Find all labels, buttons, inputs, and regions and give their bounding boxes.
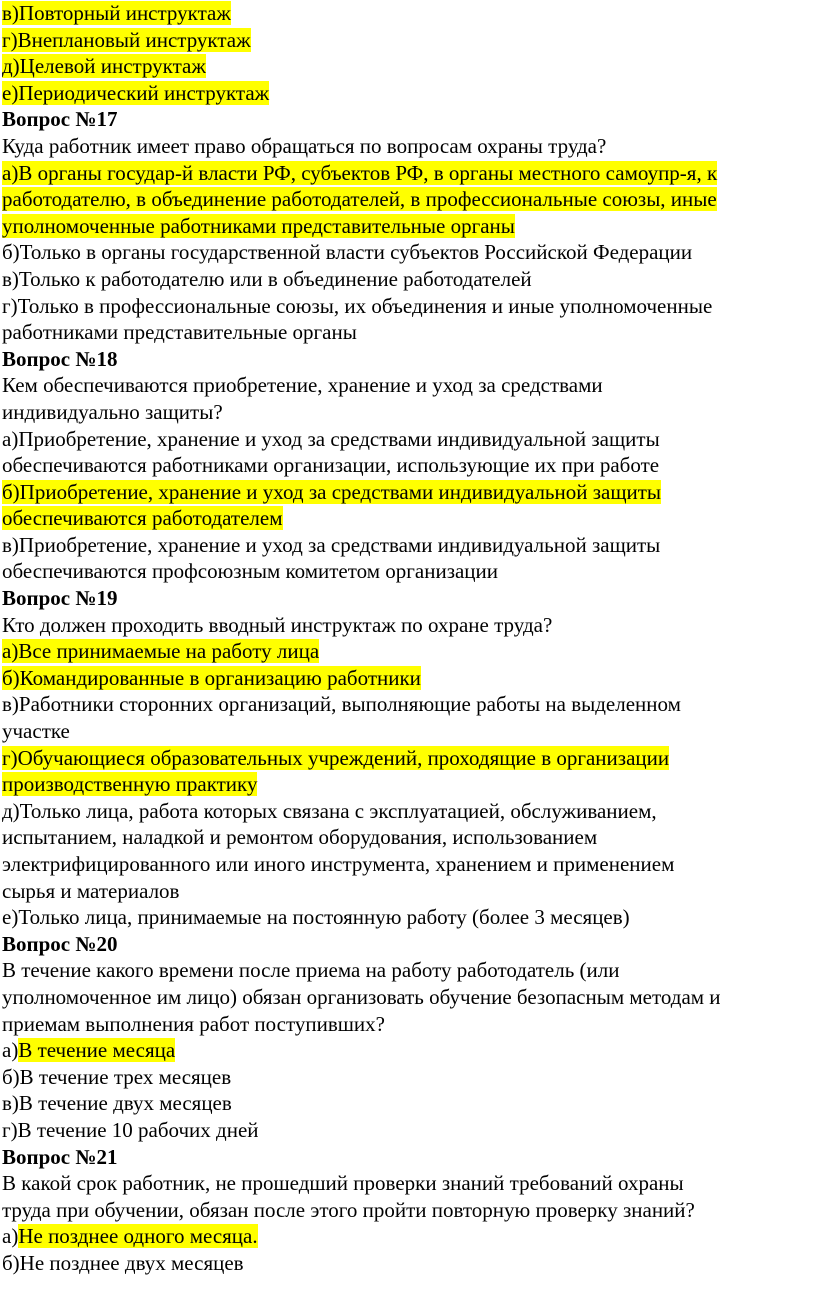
option-line (2, 186, 812, 213)
option-text: г)Внеплановый инструктаж (2, 27, 251, 52)
option-line (2, 293, 812, 320)
question-block (2, 1144, 812, 1277)
option-text: испытанием, наладкой и ремонтом оборудования, использованием (2, 825, 598, 850)
question-text: приемам выполнения работ поступивших? (2, 1011, 385, 1036)
option-text-highlighted: б)Приобретение, хранение и уход за средствами индивидуальной защиты (2, 479, 662, 504)
option-text: б)Только в органы государственной власти субъектов Российской Федерации (2, 240, 693, 265)
option-line (2, 745, 812, 772)
option-text-highlighted: обеспечиваются работодателем (2, 506, 283, 531)
option-text: в)Работники сторонних организаций, выполняющие работы на выделенном (2, 692, 681, 717)
answer-option (2, 160, 812, 240)
question-block (2, 106, 812, 345)
option-text: обеспечиваются работниками организации, использующие их при работе (2, 453, 660, 478)
option-line (2, 0, 812, 27)
option-line (2, 824, 812, 851)
questions-list (2, 106, 812, 1276)
option-line (2, 426, 812, 453)
option-text: работниками представительные органы (2, 320, 357, 345)
option-line (2, 27, 812, 54)
option-text-highlighted: работодателю, в объединение работодателей, в профессиональные союзы, иные (2, 187, 717, 212)
option-line (2, 1250, 812, 1277)
answer-option (2, 532, 812, 585)
option-text: г)Только в профессиональные союзы, их объединения и иные уполномоченные (2, 293, 713, 318)
option-text: обеспечиваются профсоюзным комитетом организации (2, 559, 499, 584)
question-text: В течение какого времени после приема на работу работодатель (или (2, 958, 620, 983)
option-text: участке (2, 719, 70, 744)
option-line (2, 1117, 812, 1144)
option-text: в)Приобретение, хранение и уход за средствами индивидуальной защиты (2, 532, 661, 557)
option-line (2, 505, 812, 532)
intro-options (2, 0, 812, 106)
option-line (2, 851, 812, 878)
option-text-highlighted: В течение месяца (18, 1038, 176, 1063)
answer-option (2, 1064, 812, 1091)
answer-option (2, 1037, 812, 1064)
question-text: В какой срок работник, не прошедший проверки знаний требований охраны (2, 1171, 684, 1196)
option-line (2, 798, 812, 825)
option-text-highlighted: Не позднее одного месяца. (18, 1224, 258, 1249)
answer-option (2, 293, 812, 346)
question-text: уполномоченное им лицо) обязан организовать обучение безопасным методам и (2, 984, 721, 1009)
option-text: е)Только лица, принимаемые на постоянную работу (более 3 месяцев) (2, 905, 630, 930)
option-text: б)Не позднее двух месяцев (2, 1250, 244, 1275)
option-text: в)Повторный инструктаж (2, 1, 231, 25)
option-line (2, 638, 812, 665)
option-text-highlighted: производственную практику (2, 772, 258, 797)
answer-option (2, 426, 812, 479)
answer-option (2, 479, 812, 532)
option-line (2, 479, 812, 506)
option-line (2, 80, 812, 107)
option-line (2, 319, 812, 346)
option-line (2, 53, 812, 80)
option-text: д)Целевой инструктаж (2, 54, 206, 79)
answer-option (2, 638, 812, 665)
option-text: г)В течение 10 рабочих дней (2, 1117, 259, 1142)
option-line (2, 213, 812, 240)
option-line (2, 160, 812, 187)
answer-option (2, 665, 812, 692)
option-text-highlighted: а)В органы государ-й власти РФ, субъектов РФ, в органы местного самоупр-я, к (2, 160, 718, 185)
option-text: е)Периодический инструктаж (2, 80, 270, 105)
option-line (2, 1064, 812, 1091)
option-text: а) (2, 1224, 19, 1249)
option-line (2, 266, 812, 293)
answer-option (2, 904, 812, 931)
option-text: электрифицированного или иного инструмента, хранением и применением (2, 852, 675, 876)
question-block (2, 585, 812, 931)
option-text: а)Приобретение, хранение и уход за средствами индивидуальной защиты (2, 426, 660, 451)
option-text: б)В течение трех месяцев (2, 1064, 232, 1089)
option-line (2, 878, 812, 905)
answer-option (2, 1117, 812, 1144)
answer-option (2, 1223, 812, 1250)
question-text: индивидуально защиты? (2, 399, 223, 424)
answer-option (2, 691, 812, 744)
option-line (2, 452, 812, 479)
question-text: Кем обеспечиваются приобретение, хранение и уход за средствами (2, 373, 603, 398)
option-line (2, 904, 812, 931)
option-text-highlighted: г)Обучающиеся образовательных учреждений, проходящие в организации (2, 745, 670, 770)
option-text-highlighted: уполномоченные работниками представительные органы (2, 213, 515, 238)
option-line (2, 718, 812, 745)
question-text: Кто должен проходить вводный инструктаж по охране труда? (2, 612, 553, 637)
option-text: в)Только к работодателю или в объединение работодателей (2, 266, 532, 291)
answer-option (2, 745, 812, 798)
option-text: в)В течение двух месяцев (2, 1091, 232, 1116)
answer-option (2, 239, 812, 266)
option-line (2, 665, 812, 692)
option-text: а) (2, 1038, 19, 1063)
option-text: д)Только лица, работа которых связана с эксплуатацией, обслуживанием, (2, 798, 657, 823)
question-heading: Вопрос №19 (2, 586, 118, 611)
question-heading: Вопрос №17 (2, 107, 118, 132)
option-line (2, 1090, 812, 1117)
option-line (2, 239, 812, 266)
question-block (2, 931, 812, 1144)
option-line (2, 1223, 812, 1250)
question-heading: Вопрос №20 (2, 931, 118, 956)
question-heading: Вопрос №21 (2, 1144, 118, 1169)
option-line (2, 1037, 812, 1064)
answer-option (2, 266, 812, 293)
option-line (2, 558, 812, 585)
answer-option (2, 1250, 812, 1277)
answer-option (2, 1090, 812, 1117)
question-text: Куда работник имеет право обращаться по вопросам охраны труда? (2, 133, 607, 158)
option-line (2, 771, 812, 798)
option-line (2, 691, 812, 718)
question-block (2, 346, 812, 585)
question-heading: Вопрос №18 (2, 346, 118, 371)
option-text-highlighted: а)Все принимаемые на работу лица (2, 639, 320, 664)
question-text: труда при обучении, обязан после этого пройти повторную проверку знаний? (2, 1197, 695, 1222)
option-text-highlighted: б)Командированные в организацию работники (2, 665, 421, 690)
option-text: сырья и материалов (2, 878, 180, 903)
answer-option (2, 798, 812, 904)
option-line (2, 532, 812, 559)
